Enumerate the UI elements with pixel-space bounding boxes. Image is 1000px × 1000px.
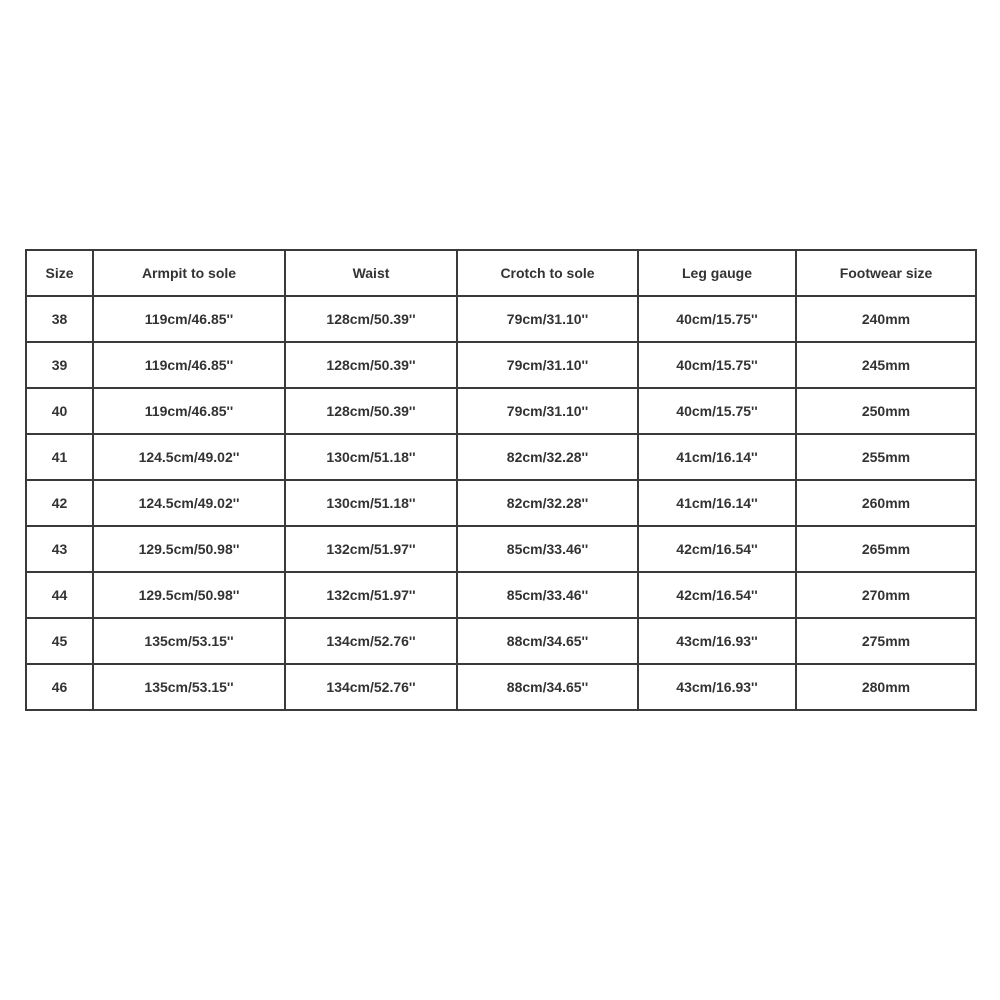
cell-armpit-to-sole: 129.5cm/50.98'' [93,572,285,618]
cell-armpit-to-sole: 129.5cm/50.98'' [93,526,285,572]
cell-armpit-to-sole: 119cm/46.85'' [93,388,285,434]
cell-size: 39 [26,342,93,388]
cell-size: 43 [26,526,93,572]
cell-size: 38 [26,296,93,342]
cell-footwear-size: 255mm [796,434,976,480]
cell-footwear-size: 280mm [796,664,976,710]
cell-armpit-to-sole: 124.5cm/49.02'' [93,434,285,480]
cell-waist: 130cm/51.18'' [285,480,457,526]
table-row [26,618,976,664]
cell-crotch-to-sole: 82cm/32.28'' [457,434,638,480]
header-size: Size [26,250,93,296]
cell-size: 45 [26,618,93,664]
cell-leg-gauge: 43cm/16.93'' [638,664,796,710]
cell-crotch-to-sole: 88cm/34.65'' [457,664,638,710]
header-leg-gauge: Leg gauge [638,250,796,296]
cell-waist: 128cm/50.39'' [285,296,457,342]
table-row [26,480,976,526]
cell-leg-gauge: 42cm/16.54'' [638,526,796,572]
cell-leg-gauge: 40cm/15.75'' [638,388,796,434]
cell-footwear-size: 275mm [796,618,976,664]
cell-waist: 130cm/51.18'' [285,434,457,480]
cell-crotch-to-sole: 85cm/33.46'' [457,526,638,572]
cell-leg-gauge: 40cm/15.75'' [638,296,796,342]
size-chart [25,249,975,711]
cell-footwear-size: 250mm [796,388,976,434]
cell-crotch-to-sole: 85cm/33.46'' [457,572,638,618]
header-crotch-to-sole: Crotch to sole [457,250,638,296]
cell-armpit-to-sole: 119cm/46.85'' [93,296,285,342]
cell-waist: 132cm/51.97'' [285,572,457,618]
cell-waist: 128cm/50.39'' [285,342,457,388]
cell-size: 42 [26,480,93,526]
table-row [26,526,976,572]
table-row [26,572,976,618]
cell-armpit-to-sole: 124.5cm/49.02'' [93,480,285,526]
cell-crotch-to-sole: 79cm/31.10'' [457,296,638,342]
cell-waist: 134cm/52.76'' [285,618,457,664]
table-header-row [26,250,976,296]
cell-leg-gauge: 41cm/16.14'' [638,480,796,526]
cell-waist: 134cm/52.76'' [285,664,457,710]
cell-leg-gauge: 42cm/16.54'' [638,572,796,618]
cell-leg-gauge: 43cm/16.93'' [638,618,796,664]
table-row [26,664,976,710]
cell-crotch-to-sole: 79cm/31.10'' [457,388,638,434]
cell-waist: 128cm/50.39'' [285,388,457,434]
cell-footwear-size: 245mm [796,342,976,388]
cell-crotch-to-sole: 88cm/34.65'' [457,618,638,664]
cell-footwear-size: 240mm [796,296,976,342]
cell-armpit-to-sole: 119cm/46.85'' [93,342,285,388]
cell-leg-gauge: 41cm/16.14'' [638,434,796,480]
cell-waist: 132cm/51.97'' [285,526,457,572]
header-footwear-size: Footwear size [796,250,976,296]
cell-crotch-to-sole: 82cm/32.28'' [457,480,638,526]
cell-size: 40 [26,388,93,434]
table-row [26,434,976,480]
size-chart-table [25,249,977,711]
cell-size: 46 [26,664,93,710]
cell-size: 41 [26,434,93,480]
table-row [26,296,976,342]
table-row [26,388,976,434]
cell-armpit-to-sole: 135cm/53.15'' [93,618,285,664]
cell-size: 44 [26,572,93,618]
cell-leg-gauge: 40cm/15.75'' [638,342,796,388]
header-waist: Waist [285,250,457,296]
table-row [26,342,976,388]
header-armpit-to-sole: Armpit to sole [93,250,285,296]
cell-footwear-size: 265mm [796,526,976,572]
cell-footwear-size: 270mm [796,572,976,618]
cell-footwear-size: 260mm [796,480,976,526]
cell-armpit-to-sole: 135cm/53.15'' [93,664,285,710]
cell-crotch-to-sole: 79cm/31.10'' [457,342,638,388]
